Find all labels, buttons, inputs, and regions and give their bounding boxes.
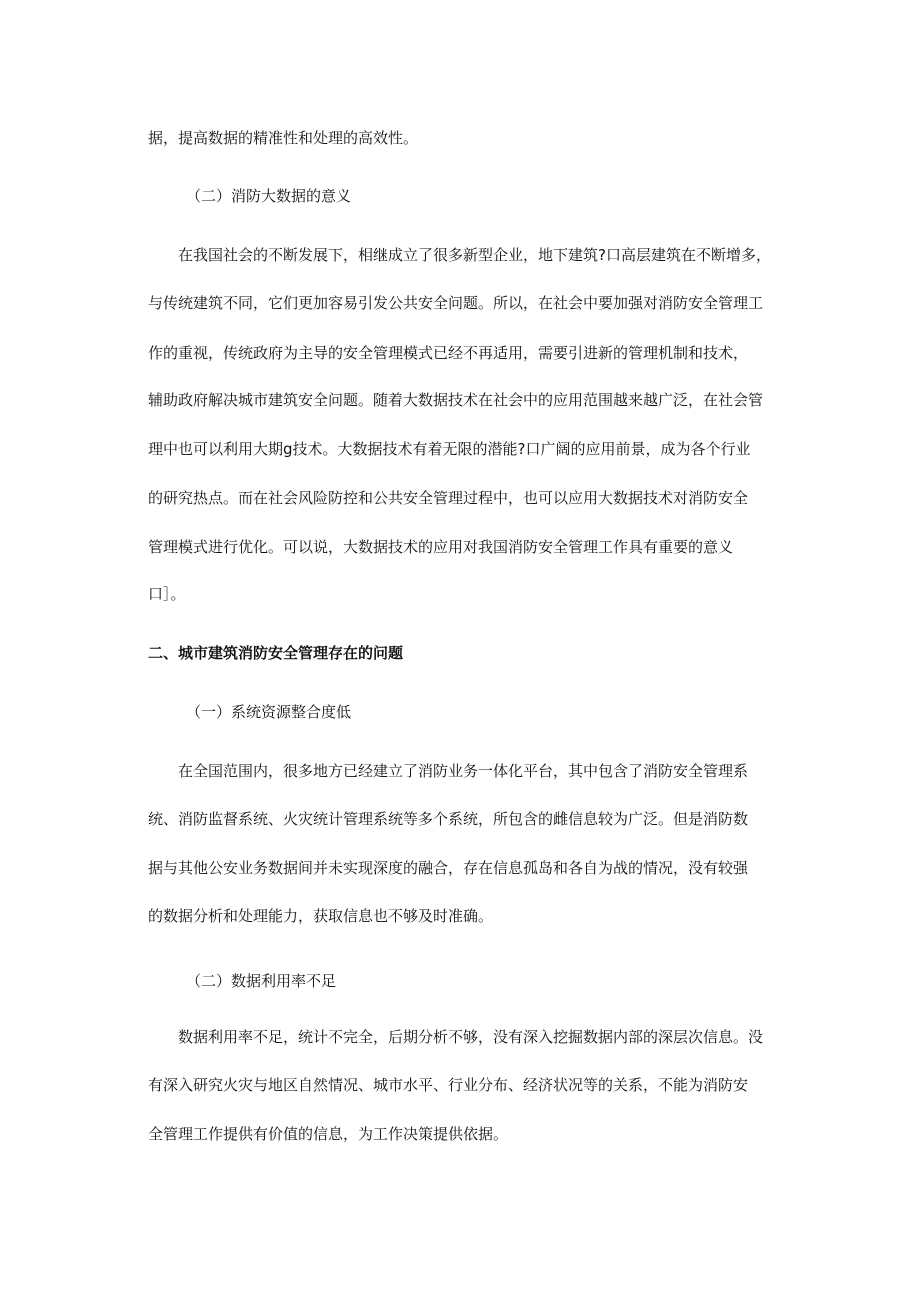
subsection-heading: （二）数据利用率不足 — [186, 972, 337, 990]
paragraph-line: 口］。 — [148, 585, 186, 603]
paragraph-line: 的研究热点。而在社会风险防控和公共安全管理过程中，也可以应用大数据技术对消防安全 — [148, 489, 749, 507]
paragraph-line: 与传统建筑不同，它们更加容易引发公共安全问题。所以，在社会中要加强对消防安全管理工 — [148, 294, 764, 312]
paragraph-line: 辅助政府解决城市建筑安全问题。随着大数据技术在社会中的应用范围越来越广泛，在社会管 — [148, 391, 764, 409]
paragraph-line: 在全国范围内，很多地方已经建立了消防业务一体化平台，其中包含了消防安全管理系 — [178, 762, 749, 780]
paragraph-line: 理中也可以利用大期g技术。大数据技术有着无限的潜能?口广阔的应用前景，成为各个行业 — [148, 440, 751, 458]
subsection-heading: （二）消防大数据的意义 — [186, 187, 352, 205]
section-heading: 二、城市建筑消防安全管理存在的问题 — [148, 644, 404, 662]
paragraph-line: 的数据分析和处理能力，获取信息也不够及时准确。 — [148, 907, 494, 925]
paragraph-line: 有深入研究火灾与地区自然情况、城市水平、行业分布、经济状况等的关系，不能为消防安 — [148, 1076, 749, 1094]
paragraph-line: 据，提高数据的精准性和处理的高效性。 — [148, 129, 419, 147]
paragraph-line: 统、消防监督系统、火灾统计管理系统等多个系统，所包含的雌信息较为广泛。但是消防数 — [148, 810, 749, 828]
paragraph-line: 全管理工作提供有价值的信息，为工作决策提供依据。 — [148, 1125, 509, 1143]
subsection-heading: （一）系统资源整合度低 — [186, 703, 352, 721]
paragraph-line: 管理模式进行优化。可以说，大数据技术的应用对我国消防安全管理工作具有重要的意义 — [148, 538, 734, 556]
paragraph-line: 据与其他公安业务数据间并未实现深度的融合，存在信息孤岛和各自为战的情况，没有较强 — [148, 859, 749, 877]
paragraph-line: 数据利用率不足，统计不完全，后期分析不够，没有深入挖掘数据内部的深层次信息。没 — [178, 1028, 764, 1046]
paragraph-line: 在我国社会的不断发展下，相继成立了很多新型企业，地下建筑?口高层建筑在不断增多， — [178, 246, 771, 264]
paragraph-line: 作的重视，传统政府为主导的安全管理模式已经不再适用，需要引进新的管理机制和技术， — [148, 344, 749, 362]
